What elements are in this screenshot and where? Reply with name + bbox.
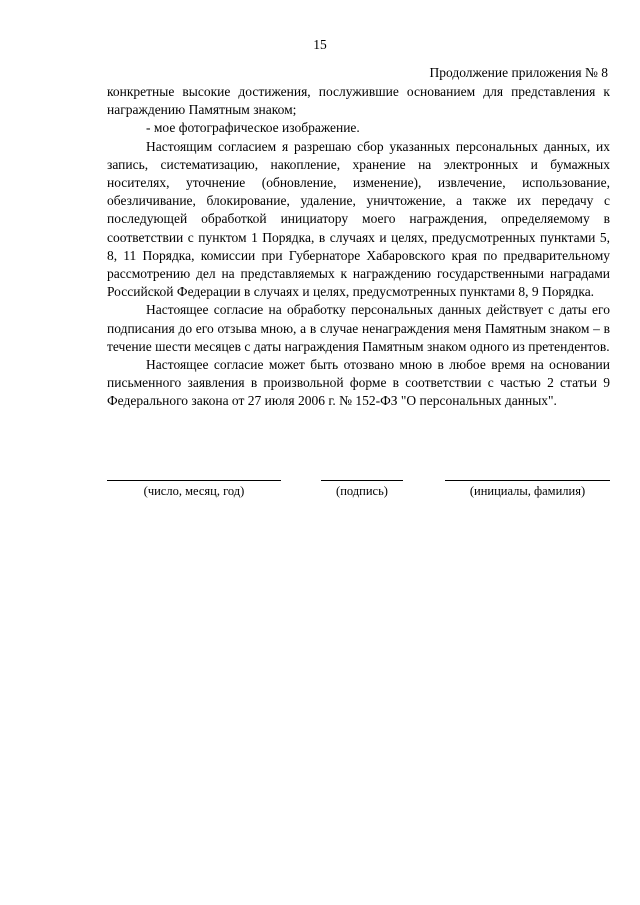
name-line — [445, 480, 610, 481]
paragraph-consent-revocation: Настоящее согласие может быть отозвано мною в любое время на основании письменного заявления в произвольной форме в соответствии с частью 2 статьи 9 Федерального закона от 27 июля 2006 г. № 152-ФЗ "О персональных данных". — [107, 357, 610, 409]
consent-text — [107, 83, 610, 411]
paragraph-consent-validity: Настоящее согласие на обработку персональных данных действует с даты его подписания до его отзыва мною, а в случае ненаграждения меня Памятным знаком – в течение шести месяцев с даты награждения Памятным знаком одного из претендентов. — [107, 302, 610, 354]
signature-caption: (подпись) — [336, 484, 388, 498]
name-caption: (инициалы, фамилия) — [469, 484, 586, 498]
date-line — [107, 480, 281, 481]
appendix-continuation-header: Продолжение приложения № 8 — [429, 65, 608, 80]
paragraph-achievements: конкретные высокие достижения, послужившие основанием для представления к награждению Памятным знаком; — [107, 84, 610, 118]
signature-name-field — [445, 480, 610, 520]
page-number: 15 — [313, 37, 327, 52]
signature-date-field — [107, 480, 281, 520]
signature-sign-field — [321, 480, 403, 520]
date-caption: (число, месяц, год) — [143, 484, 245, 498]
paragraph-photo: - мое фотографическое изображение. — [146, 120, 360, 136]
signature-line — [321, 480, 403, 481]
paragraph-consent-scope: Настоящим согласием я разрешаю сбор указанных персональных данных, их запись, систематизацию, накопление, хранение на электронных и бумажных носителях, уточнение (обновление, изменение), извлечение, использование, обезличивание, блокирование, удаление, уничтожение, а также их передачу с последующей обработкой инициатору моего награждения, определяемому в соответствии с пунктом 1 Порядка, в случаях и целях, предусмотренных пунктами 5, 8, 11 Порядка, комиссии при Губернаторе Хабаровского края по предварительному рассмотрению дел на представляемых к награждению государственными наградами Российской Федерации в случаях и целях, предусмотренных пунктами 8, 9 Порядка. — [107, 138, 610, 300]
